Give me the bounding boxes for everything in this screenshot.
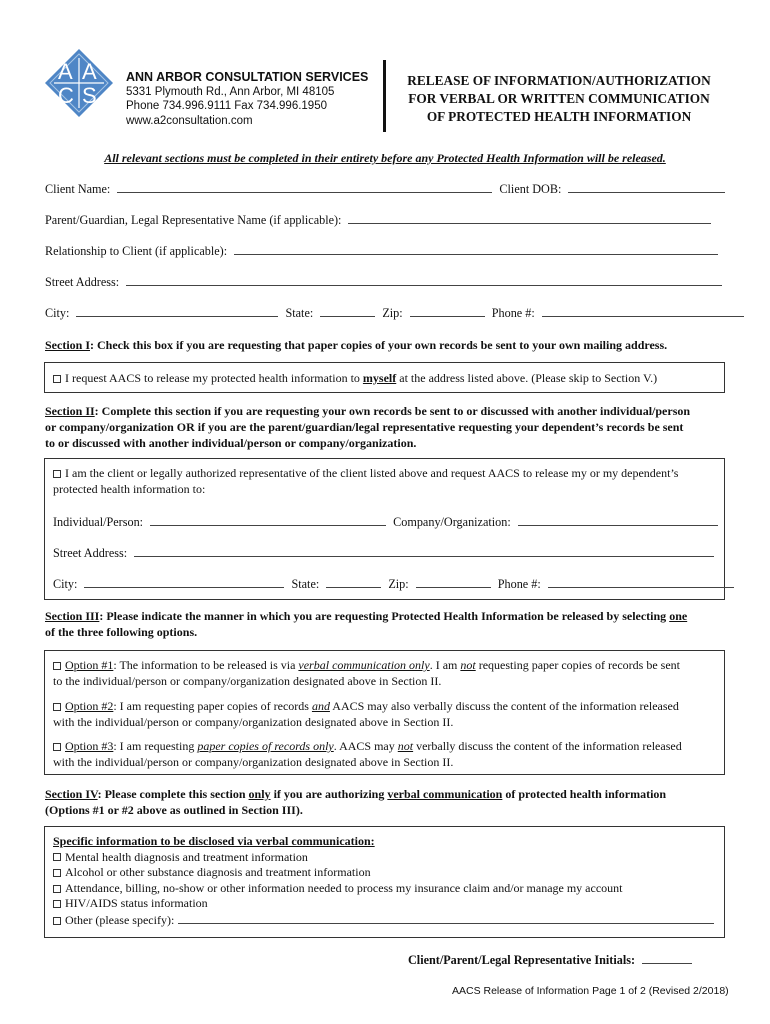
section-2-text-line: to or discussed with another individual/person or company/organization. — [45, 436, 417, 450]
option-2-text: : I am requesting paper copies of records — [113, 699, 312, 713]
section-2-heading — [45, 403, 735, 451]
org-phone-fax: Phone 734.996.9111 Fax 734.996.1950 — [126, 100, 327, 112]
disclosure-item — [53, 896, 714, 912]
section-1-option — [53, 370, 657, 386]
individual-label: Individual/Person: — [53, 515, 144, 529]
option-1-text: : The information to be released is via — [113, 658, 299, 672]
option-1 — [53, 657, 680, 689]
option-3-text: with the individual/person or company/organization designated above in Section II. — [53, 755, 454, 769]
initials-row — [408, 952, 692, 968]
form-title-line: FOR VERBAL OR WRITTEN COMMUNICATION — [408, 91, 710, 106]
section-1-option-em: myself — [362, 371, 397, 385]
option-3 — [53, 738, 682, 770]
section-1-label: Section I — [45, 338, 90, 352]
section-3-text-line: of the three following options. — [45, 625, 198, 639]
section-4-text: verbal communication — [387, 787, 503, 801]
disclosure-item-label: Alcohol or other substance diagnosis and treatment information — [65, 865, 371, 880]
recipient-city-label: City: — [53, 577, 78, 591]
header-divider — [383, 60, 386, 132]
section-1-box — [44, 362, 725, 393]
section-2-statement — [53, 465, 678, 497]
section-4-box — [44, 826, 725, 938]
disclosure-list-title: Specific information to be disclosed via verbal communication: — [53, 834, 375, 848]
client-dob-field[interactable] — [568, 181, 725, 193]
disclosure-item — [53, 865, 714, 881]
logo-letter: C — [58, 83, 74, 108]
form-title-line: RELEASE OF INFORMATION/AUTHORIZATION — [407, 73, 711, 88]
option-2 — [53, 698, 679, 730]
individual-field[interactable] — [150, 514, 386, 526]
company-label: Company/Organization: — [393, 515, 511, 529]
section-1-option-post: at the address listed above. (Please skip to Section V.) — [396, 371, 658, 385]
org-name: ANN ARBOR CONSULTATION SERVICES — [126, 70, 369, 84]
zip-label: Zip: — [382, 306, 403, 320]
disclosure-item-label: HIV/AIDS status information — [65, 896, 208, 911]
section-2-statement-line: I am the client or legally authorized representative of the client listed above and request AACS to release my or my dependent’s — [65, 466, 679, 480]
other-specify-field[interactable] — [178, 912, 714, 924]
zip-field[interactable] — [410, 305, 485, 317]
option-1-text: . I am — [429, 658, 461, 672]
city-field[interactable] — [76, 305, 278, 317]
disclosure-item-label: Other (please specify): — [65, 912, 175, 927]
recipient-state-field[interactable] — [326, 576, 381, 588]
recipient-row — [53, 514, 718, 530]
option-3-text: . AACS may — [333, 739, 398, 753]
section-4-label: Section IV — [45, 787, 98, 801]
section-3-text-em: one — [669, 609, 688, 623]
recipient-street-label: Street Address: — [53, 546, 128, 560]
substance-checkbox[interactable] — [53, 869, 61, 877]
logo-letter: A — [82, 59, 97, 84]
option-2-checkbox[interactable] — [53, 703, 61, 711]
option-3-text: not — [397, 739, 414, 753]
option-1-checkbox[interactable] — [53, 662, 61, 670]
form-title-line: OF PROTECTED HEALTH INFORMATION — [426, 109, 692, 124]
disclosure-item-label: Attendance, billing, no-show or other information needed to process my insurance claim and/or manage my account — [65, 880, 623, 895]
section-2-statement-line: protected health information to: — [53, 482, 206, 496]
option-1-text: requesting paper copies of records be sent — [475, 658, 680, 672]
option-3-text: : I am requesting — [113, 739, 198, 753]
section-4-text: of protected health information — [502, 787, 667, 801]
disclosure-item — [53, 881, 714, 897]
client-dob-label: Client DOB: — [499, 182, 562, 196]
recipient-street-field[interactable] — [134, 545, 714, 557]
recipient-zip-label: Zip: — [388, 577, 409, 591]
section-3-text: : Please indicate the manner in which you are requesting Protected Health Information be released by selecting — [99, 609, 670, 623]
hiv-checkbox[interactable] — [53, 900, 61, 908]
section-1-heading — [45, 337, 667, 353]
guardian-row — [45, 212, 711, 228]
company-field[interactable] — [518, 514, 718, 526]
form-title — [392, 72, 726, 126]
relationship-row — [45, 243, 718, 259]
section-4-heading — [45, 786, 666, 818]
section-1-text: : Check this box if you are requesting that paper copies of your own records be sent to your own mailing address. — [90, 338, 668, 352]
org-website: www.a2consultation.com — [126, 115, 253, 127]
phone-field[interactable] — [542, 305, 744, 317]
logo-letter: S — [82, 83, 97, 108]
street-field[interactable] — [126, 274, 722, 286]
state-field[interactable] — [320, 305, 375, 317]
phone-label: Phone #: — [491, 306, 535, 320]
option-3-label: Option #3 — [65, 739, 114, 753]
option-3-checkbox[interactable] — [53, 743, 61, 751]
section-2-text-line: or company/organization OR if you are the parent/guardian/legal representative requesting your dependent’s records be sent — [45, 420, 684, 434]
client-name-label: Client Name: — [45, 182, 111, 196]
section-2-text: : Complete this section if you are requesting your own records be sent to or discussed with another individual/person — [94, 404, 691, 418]
option-2-text: AACS may also verbally discuss the content of the information released — [329, 699, 679, 713]
billing-checkbox[interactable] — [53, 885, 61, 893]
section-2-label: Section II — [45, 404, 95, 418]
recipient-zip-field[interactable] — [416, 576, 491, 588]
recipient-state-label: State: — [291, 577, 320, 591]
option-1-text: not — [460, 658, 476, 672]
disclosure-item-label: Mental health diagnosis and treatment information — [65, 849, 308, 864]
city-row — [45, 305, 744, 321]
recipient-city-row — [53, 576, 734, 592]
option-2-text: and — [311, 699, 330, 713]
section-4-text: only — [248, 787, 271, 801]
section-3-heading — [45, 608, 687, 640]
recipient-street-row — [53, 545, 714, 561]
org-address: 5331 Plymouth Rd., Ann Arbor, MI 48105 — [126, 86, 335, 98]
disclosure-list — [53, 834, 714, 929]
option-2-label: Option #2 — [65, 699, 114, 713]
option-2-text: with the individual/person or company/organization designated above in Section II. — [53, 715, 454, 729]
page-footer: AACS Release of Information Page 1 of 2 (Revised 2/2018) — [452, 985, 729, 997]
other-checkbox[interactable] — [53, 917, 61, 925]
aacs-logo — [44, 48, 114, 118]
street-label: Street Address: — [45, 275, 120, 289]
client-name-field[interactable] — [117, 181, 492, 193]
logo-letter: A — [58, 59, 73, 84]
section-3-label: Section III — [45, 609, 100, 623]
section-1-option-pre: I request AACS to release my protected health information to — [65, 371, 363, 385]
section-2-box — [44, 458, 725, 600]
completion-notice: All relevant sections must be completed in their entirety before any Protected Health Information will be released. — [104, 151, 666, 165]
relationship-label: Relationship to Client (if applicable): — [45, 244, 228, 258]
initials-label: Client/Parent/Legal Representative Initials: — [408, 953, 636, 967]
option-1-text: verbal communication only — [298, 658, 430, 672]
client-name-row — [45, 181, 725, 197]
initials-field[interactable] — [642, 952, 692, 964]
street-row — [45, 274, 722, 290]
guardian-label: Parent/Guardian, Legal Representative Name (if applicable): — [45, 213, 342, 227]
section-4-text: if you are authorizing — [270, 787, 388, 801]
recipient-phone-field[interactable] — [548, 576, 734, 588]
release-to-checkbox[interactable] — [53, 470, 61, 478]
disclosure-item — [53, 912, 714, 929]
disclosure-item — [53, 850, 714, 866]
mental-health-checkbox[interactable] — [53, 853, 61, 861]
guardian-field[interactable] — [348, 212, 711, 224]
option-3-text: paper copies of records only — [197, 739, 334, 753]
relationship-field[interactable] — [234, 243, 718, 255]
myself-checkbox[interactable] — [53, 375, 61, 383]
recipient-phone-label: Phone #: — [497, 577, 541, 591]
section-4-text-line: (Options #1 or #2 above as outlined in Section III). — [45, 803, 303, 817]
city-label: City: — [45, 306, 70, 320]
recipient-city-field[interactable] — [84, 576, 284, 588]
option-1-label: Option #1 — [65, 658, 114, 672]
section-4-text: : Please complete this section — [97, 787, 249, 801]
state-label: State: — [285, 306, 314, 320]
section-3-box — [44, 650, 725, 775]
option-3-text: verbally discuss the content of the information released — [413, 739, 682, 753]
option-1-text: to the individual/person or company/organization designated above in Section II. — [53, 674, 442, 688]
